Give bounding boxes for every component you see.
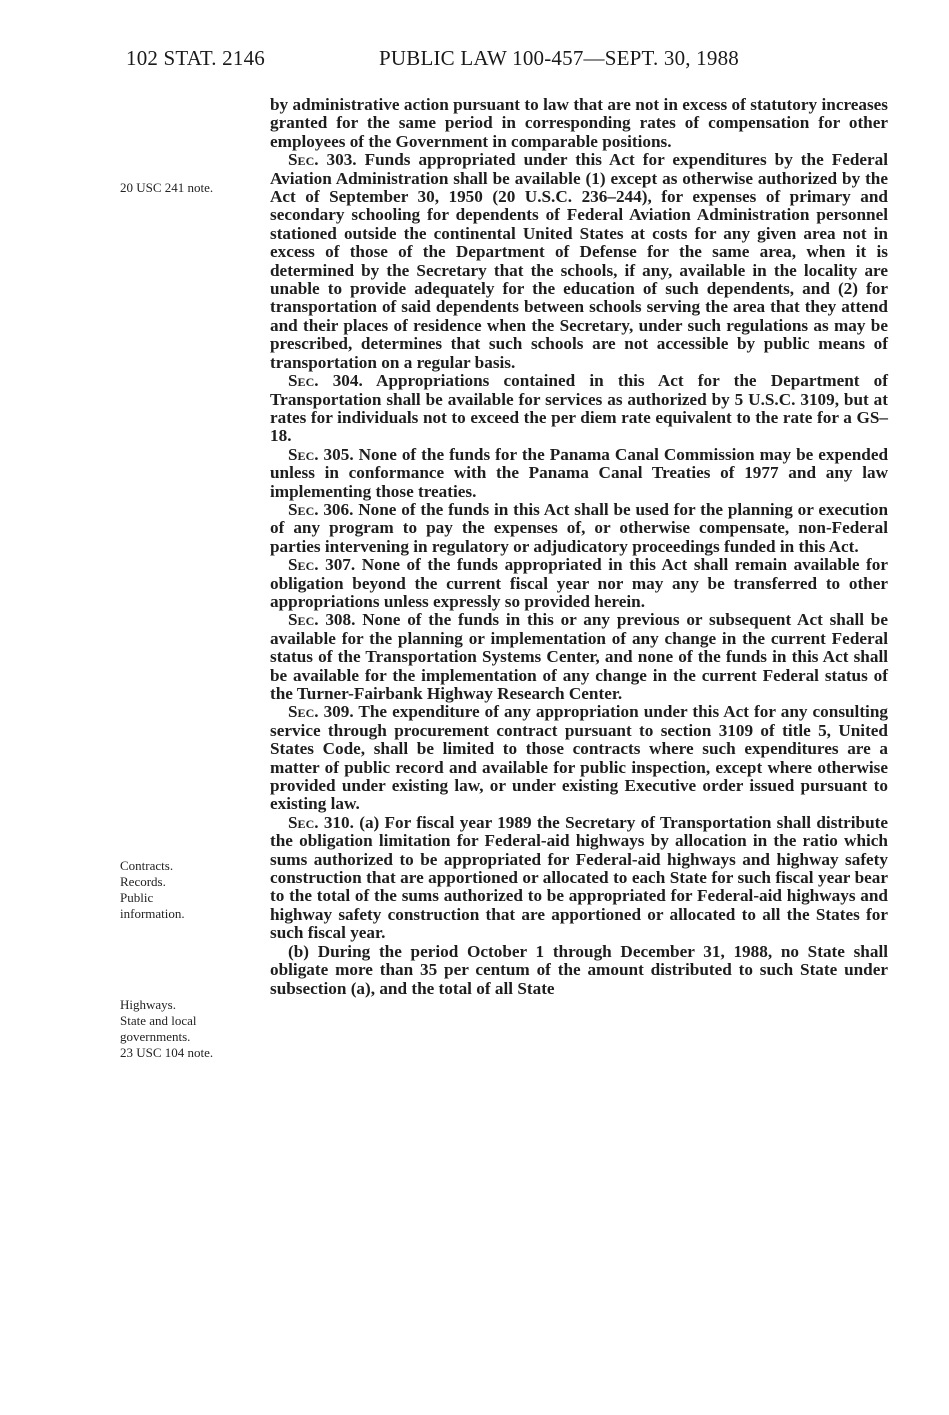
section-304: [270, 372, 888, 446]
section-308: [270, 611, 888, 703]
section-text: None of the funds appropriated in this Act shall remain available for obligation beyond the current fiscal year nor may any be transferred to other appropriations unless expressly so provided herein.: [270, 555, 889, 611]
section-label: Sec. 309.: [288, 702, 354, 722]
margin-note-sec-310: [120, 997, 260, 1061]
section-text: Funds appropriated under this Act for expenditures by the Federal Aviation Administration shall be available (1) except as otherwise authorized by the Act of September 30, 1950 (20 U.S.C. 236–244), for expenses of primary and secondary schooling for dependents of Federal Aviation Administration personnel stationed outside the continental United States at costs for any given area not in excess of those of the Department of Defense for the same area, when it is determined by the Secretary that the schools, if any, available in the locality are unable to provide adequately for the education of such dependents, and (2) for transportation of said dependents between schools serving the area that they attend and their places of residence when the Secretary, under such regulations as may be prescribed, determines that such schools are not accessible by public means of transportation on a regular basis.: [270, 150, 889, 372]
section-text: None of the funds in this Act shall be used for the planning or execution of any program to pay the expenses of, or otherwise compensate, non-Federal parties intervening in regulatory or adjudicatory proceedings funded in this Act.: [270, 499, 889, 556]
margin-note-line: governments.: [120, 1029, 191, 1044]
section-text: None of the funds in this or any previous or subsequent Act shall be available for the planning or implementation of any change in the current Federal status of the Transportation Systems Center, and none of the funds in this Act shall be available for the implementation of any change in the current Federal status of the Turner-Fairbank Highway Research Center.: [270, 610, 888, 703]
margin-note-line: 20 USC 241 note.: [120, 180, 214, 195]
section-text: The expenditure of any appropriation under this Act for any consulting service through procurement contract pursuant to section 3109 of title 5, United States Code, shall be limited to those contracts where such expenditures are a matter of public record and available for public inspection, except where otherwise provided under existing law, or under existing Executive order issued pursuant to existing law.: [270, 702, 888, 814]
section-310: [270, 814, 888, 943]
section-text: Appropriations contained in this Act for the Department of Transportation shall be available for services as authorized by 5 U.S.C. 3109, but at rates for individuals not to exceed the per diem rate equivalent to the rate for a GS–18.: [270, 371, 888, 446]
section-label: Sec. 308.: [288, 610, 356, 630]
section-305: [270, 446, 888, 501]
section-label: Sec. 305.: [288, 444, 354, 464]
section-text: (a) For fiscal year 1989 the Secretary of Transportation shall distribute the obligation limitation for Federal-aid highways by allocation in the ratio which sums authorized to be appropriated for Federal-aid highways and highway safety construction that are apportioned or allocated to each State for such fiscal year bear to the total of the sums authorized to be appropriated for Federal-aid highways and highway safety construction that are apportioned or allocated to all the States for such fiscal year.: [270, 812, 888, 943]
section-309: [270, 703, 888, 813]
section-label: Sec. 306.: [288, 499, 354, 519]
page-header: [126, 46, 786, 76]
section-label: Sec. 310.: [288, 812, 354, 832]
section-307: [270, 556, 888, 611]
statute-body: [270, 96, 888, 998]
margin-note-line: 23 USC 104 note.: [120, 1045, 214, 1060]
margin-note-sec-309: [120, 858, 260, 922]
section-label: Sec. 307.: [288, 555, 356, 575]
margin-note-line: Highways.: [120, 997, 176, 1012]
section-label: Sec. 303.: [288, 150, 357, 170]
running-title: PUBLIC LAW 100-457—SEPT. 30, 1988: [379, 46, 739, 70]
margin-note-line: State and local: [120, 1013, 197, 1028]
section-text: None of the funds for the Panama Canal Commission may be expended unless in conformance with the Panama Canal Treaties of 1977 and any law implementing those treaties.: [270, 444, 889, 501]
margin-note-line: information.: [120, 906, 185, 921]
section-310-b: (b) During the period October 1 through December 31, 1988, no State shall obligate more than 35 per centum of the amount distributed to such State under subsection (a), and the total of all State: [270, 941, 888, 998]
section-label: Sec. 304.: [288, 371, 363, 391]
section-306: [270, 501, 888, 556]
page-number: 102 STAT. 2146: [126, 46, 265, 70]
section-303: [270, 151, 888, 372]
margin-note-line: Records.: [120, 874, 166, 889]
margin-note-sec-303: [120, 180, 260, 196]
margin-note-line: Contracts.: [120, 858, 174, 873]
margin-note-line: Public: [120, 890, 154, 905]
continuation-paragraph: by administrative action pursuant to law that are not in excess of statutory increases granted for the same period in corresponding rates of compensation for other employees of the Government in comparable positions.: [270, 95, 888, 151]
